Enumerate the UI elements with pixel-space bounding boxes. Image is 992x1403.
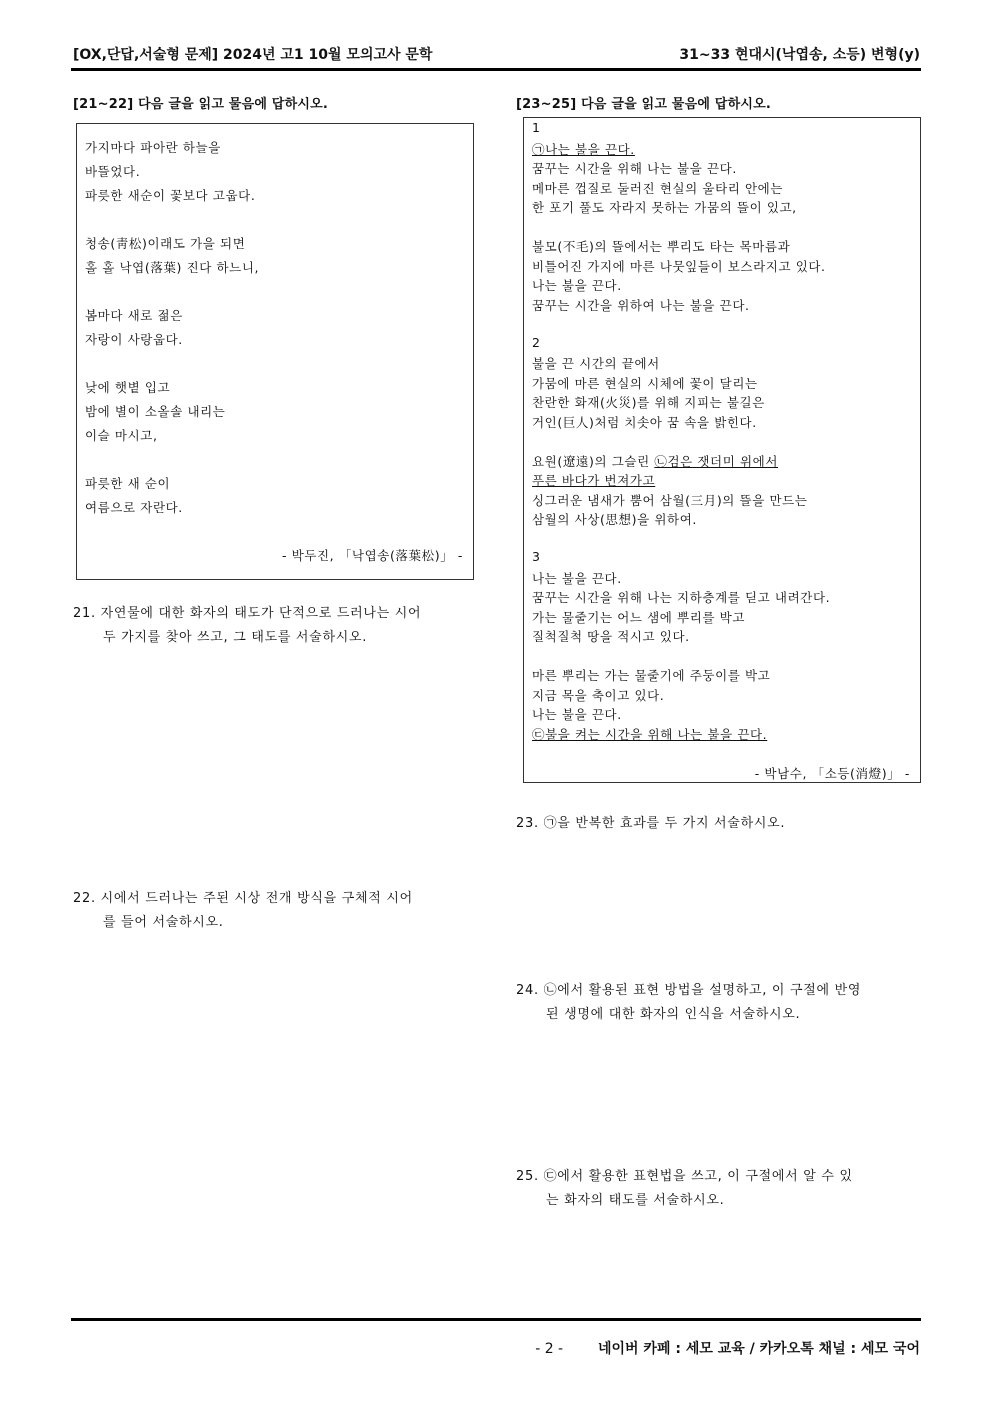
poem2-line: 꿈꾸는 시간을 위해 나는 불을 끈다. — [532, 161, 737, 176]
poem1-line: 청송(靑松)이래도 가을 되면 — [85, 236, 246, 251]
poem2-line: 나는 불을 끈다. — [532, 571, 622, 586]
poem-box-1 — [76, 123, 474, 580]
poem1-line: 홀 홀 낙엽(落葉) 진다 하느니, — [85, 260, 260, 275]
poem1-line: 밤에 별이 소올솔 내리는 — [85, 404, 226, 419]
poem2-section-number: 3 — [532, 549, 541, 564]
footer — [535, 1338, 920, 1358]
question-24 — [516, 979, 921, 1027]
top-rule — [71, 68, 921, 71]
poem2-line: 비틀어진 가지에 마른 나뭇잎들이 보스라지고 있다. — [532, 259, 826, 274]
poem2-line-marked-b-cont: 푸른 바다가 번져가고 — [532, 473, 656, 488]
question-21 — [73, 602, 475, 650]
poem2-line: 찬란한 화재(火災)를 위해 지피는 불길은 — [532, 395, 765, 410]
poem2-line-prefix: 요원(遼遠)의 그슬린 — [532, 454, 655, 469]
page-number: - 2 - — [535, 1341, 564, 1357]
poem2-line: 한 포기 풀도 자라지 못하는 가뭄의 뜰이 있고, — [532, 200, 797, 215]
poem1-line: 파릇한 새 순이 — [85, 476, 171, 491]
poem2-line-marked-a: ㉠나는 불을 끈다. — [532, 142, 635, 157]
poem-box-2 — [523, 117, 921, 783]
question-22-line2: 를 들어 서술하시오. — [103, 915, 224, 930]
poem1-line: 이슬 마시고, — [85, 428, 158, 443]
poem1-author: - 박두진, 「낙엽송(落葉松)」 - — [281, 548, 463, 563]
poem2-line: 나는 불을 끈다. — [532, 707, 622, 722]
left-instruction: [21~22] 다음 글을 읽고 물음에 답하시오. — [73, 97, 328, 112]
question-24-line2: 된 생명에 대한 화자의 인식을 서술하시오. — [546, 1007, 801, 1022]
poem2-line: 불을 끈 시간의 끝에서 — [532, 356, 660, 371]
poem2-line: 싱그러운 냄새가 뿜어 삼월(三月)의 뜰을 만드는 — [532, 493, 808, 508]
question-24-line1: 24. ㉡에서 활용된 표현 방법을 설명하고, 이 구절에 반영 — [516, 983, 862, 998]
poem2-section-number: 2 — [532, 335, 541, 350]
poem1-line: 봄마다 새로 젊은 — [85, 308, 183, 323]
poem2-line-marked-b: ㉡검은 잿더미 위에서 — [654, 454, 779, 469]
poem2-line: 가뭄에 마른 현실의 시체에 꽃이 달리는 — [532, 376, 758, 391]
poem2-line: 지금 목을 축이고 있다. — [532, 688, 665, 703]
poem2-line — [532, 452, 778, 470]
question-23-line1: 23. ㉠을 반복한 효과를 두 가지 서술하시오. — [516, 816, 786, 831]
question-25-line2: 는 화자의 태도를 서술하시오. — [546, 1193, 725, 1208]
poem1-line: 자랑이 사랑웁다. — [85, 332, 183, 347]
question-22-line1: 22. 시에서 드러나는 주된 시상 전개 방식을 구체적 시어 — [73, 891, 413, 906]
poem2-line: 꿈꾸는 시간을 위해 나는 지하층계를 딛고 내려간다. — [532, 590, 831, 605]
poem2-line: 질척질척 땅을 적시고 있다. — [532, 629, 690, 644]
poem1-line: 가지마다 파아란 하늘을 — [85, 140, 221, 155]
bottom-rule — [71, 1318, 921, 1321]
poem2-line: 메마른 껍질로 둘러진 현실의 울타리 안에는 — [532, 181, 784, 196]
poem2-line: 꿈꾸는 시간을 위하여 나는 불을 끈다. — [532, 298, 750, 313]
poem2-section-number: 1 — [532, 120, 541, 135]
poem2-line: 마른 뿌리는 가는 물줄기에 주둥이를 박고 — [532, 668, 771, 683]
poem1-line: 파릇한 새순이 꽃보다 고웁다. — [85, 188, 256, 203]
poem2-line: 가는 물줄기는 어느 샘에 뿌리를 박고 — [532, 610, 745, 625]
poem2-line: 불모(不毛)의 뜰에서는 뿌리도 타는 목마름과 — [532, 239, 791, 254]
footer-text: 네이버 카페 : 세모 교육 / 카카오톡 채널 : 세모 국어 — [597, 1341, 920, 1357]
header-title-right: 31~33 현대시(낙엽송, 소등) 변형(y) — [679, 47, 920, 63]
poem1-line: 낮에 햇볕 입고 — [85, 380, 171, 395]
question-21-line1: 21. 자연물에 대한 화자의 태도가 단적으로 드러나는 시어 — [73, 606, 422, 621]
question-25-line1: 25. ㉢에서 활용한 표현법을 쓰고, 이 구절에서 알 수 있 — [516, 1169, 853, 1184]
poem1-line: 바뜰었다. — [85, 164, 141, 179]
question-22 — [73, 887, 475, 935]
poem2-line-marked-c: ㉢불을 켜는 시간을 위해 나는 불을 끈다. — [532, 727, 768, 742]
poem2-line: 거인(巨人)처럼 치솟아 꿈 속을 밝힌다. — [532, 415, 757, 430]
poem2-line: 삼월의 사상(思想)을 위하여. — [532, 512, 697, 527]
question-23 — [516, 812, 921, 836]
poem1-line: 여름으로 자란다. — [85, 500, 183, 515]
poem2-line: 나는 불을 끈다. — [532, 278, 622, 293]
question-21-line2: 두 가지를 찾아 쓰고, 그 태도를 서술하시오. — [103, 630, 368, 645]
poem2-author: - 박남수, 「소등(消燈)」 - — [754, 766, 910, 781]
header-title-left: [OX,단답,서술형 문제] 2024년 고1 10월 모의고사 문학 — [73, 47, 433, 63]
right-instruction: [23~25] 다음 글을 읽고 물음에 답하시오. — [516, 97, 771, 112]
question-25 — [516, 1165, 921, 1213]
